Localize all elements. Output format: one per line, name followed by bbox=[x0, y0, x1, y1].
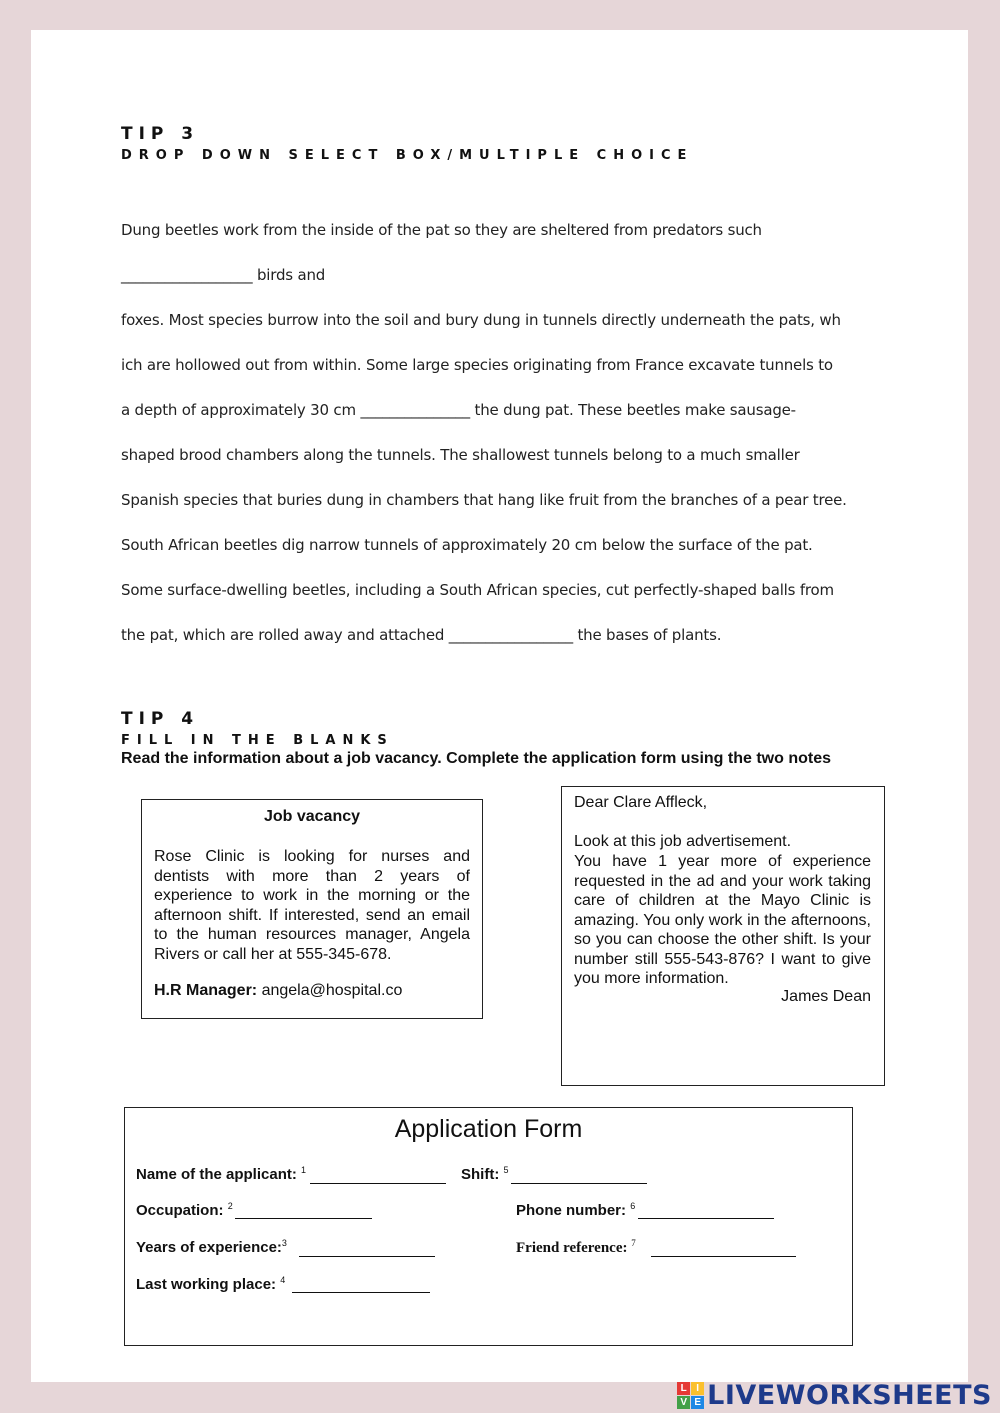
phone-label: Phone number: $^6$ bbox=[516, 1201, 636, 1219]
tip4-instruction: Read the information about a job vacancy. Complete the application form using the two notes bbox=[121, 750, 831, 767]
application-form-title: Application Form bbox=[394, 1115, 583, 1143]
hr-manager-email: angela@hospital.co bbox=[257, 982, 403, 999]
last-place-label: Last working place: $^4$ bbox=[136, 1275, 286, 1293]
blank-1[interactable]: __________________ bbox=[121, 266, 253, 284]
paragraph-line-4: ich are hollowed out from within. Some large species originating from France excavate tunnels to bbox=[121, 356, 833, 374]
last-place-input[interactable] bbox=[292, 1292, 430, 1293]
paragraph-line-5 bbox=[121, 401, 796, 419]
note-body: You have 1 year more of experience requested in the ad and your work taking care of children at the Mayo Clinic is amazing. You only work in the afternoons, so you can choose the other shift. Is your number still 555-543-876? I want to give you more information. bbox=[574, 853, 871, 987]
paragraph-line-2 bbox=[121, 266, 325, 284]
paragraph-line-7: Spanish species that buries dung in chambers that hang like fruit from the branches of a pear tree. bbox=[121, 491, 847, 509]
paragraph-line-6: shaped brood chambers along the tunnels. The shallowest tunnels belong to a much smaller bbox=[121, 446, 800, 464]
logo-text: LIVEWORKSHEETS bbox=[707, 1380, 992, 1411]
paragraph-line-9: Some surface-dwelling beetles, including a South African species, cut perfectly-shaped balls from bbox=[121, 581, 834, 599]
tip4-title: TIP 4 bbox=[121, 709, 200, 729]
shift-input[interactable] bbox=[511, 1183, 647, 1184]
job-vacancy-body: Rose Clinic is looking for nurses and dentists with more than 2 years of experience to work in the morning or the afternoon shift. If interested, send an email to the human resources manager, Angela Rivers or call her at 555-345-678. bbox=[154, 848, 470, 963]
tip3-title: TIP 3 bbox=[121, 124, 200, 144]
blank-2[interactable]: _______________ bbox=[360, 401, 470, 419]
application-form-box bbox=[124, 1107, 853, 1346]
tip3-subtitle: DROP DOWN SELECT BOX/MULTIPLE CHOICE bbox=[121, 148, 694, 163]
logo-letter-e: E bbox=[691, 1396, 704, 1409]
logo-mark-icon bbox=[677, 1382, 704, 1409]
years-input[interactable] bbox=[299, 1256, 435, 1257]
after-blank-3: the bases of plants. bbox=[572, 626, 722, 644]
blank-3[interactable]: _________________ bbox=[448, 626, 573, 644]
note-greeting: Dear Clare Affleck, bbox=[574, 794, 708, 811]
occupation-input[interactable] bbox=[235, 1218, 372, 1219]
logo-letter-v: V bbox=[677, 1396, 690, 1409]
job-vacancy-box bbox=[141, 799, 483, 1019]
job-vacancy-title: Job vacancy bbox=[263, 808, 361, 825]
before-blank-3: the pat, which are rolled away and attached bbox=[121, 626, 449, 644]
friend-input[interactable] bbox=[651, 1256, 796, 1257]
name-input[interactable] bbox=[310, 1183, 446, 1184]
tip4-subtitle: FILL IN THE BLANKS bbox=[121, 733, 394, 748]
paragraph-line-8: South African beetles dig narrow tunnels of approximately 20 cm below the surface of the pat. bbox=[121, 536, 813, 554]
years-label: Years of experience:$^3$ bbox=[136, 1238, 287, 1256]
friend-label: Friend reference: $^7$ bbox=[516, 1238, 636, 1256]
paragraph-line-10 bbox=[121, 626, 721, 644]
paragraph-line-1: Dung beetles work from the inside of the pat so they are sheltered from predators such bbox=[121, 221, 762, 239]
friend-note-box bbox=[561, 786, 885, 1086]
before-blank-2: a depth of approximately 30 cm bbox=[121, 401, 361, 419]
paragraph-line-3: foxes. Most species burrow into the soil and bury dung in tunnels directly underneath the pats, wh bbox=[121, 311, 841, 329]
note-line-1: Look at this job advertisement. bbox=[574, 833, 792, 850]
name-label: Name of the applicant: $^1$ bbox=[136, 1165, 307, 1183]
occupation-label: Occupation: $^2$ bbox=[136, 1201, 233, 1219]
phone-input[interactable] bbox=[638, 1218, 774, 1219]
after-blank-1: birds and bbox=[252, 266, 326, 284]
liveworksheets-logo[interactable] bbox=[677, 1380, 992, 1411]
logo-letter-l: L bbox=[677, 1382, 690, 1395]
hr-manager-label: H.R Manager: bbox=[154, 982, 258, 999]
hr-manager-line bbox=[154, 981, 402, 1001]
shift-label: Shift: $^5$ bbox=[461, 1165, 509, 1183]
after-blank-2: the dung pat. These beetles make sausage- bbox=[469, 401, 796, 419]
note-signature: James Dean bbox=[781, 988, 871, 1005]
logo-letter-i: I bbox=[691, 1382, 704, 1395]
